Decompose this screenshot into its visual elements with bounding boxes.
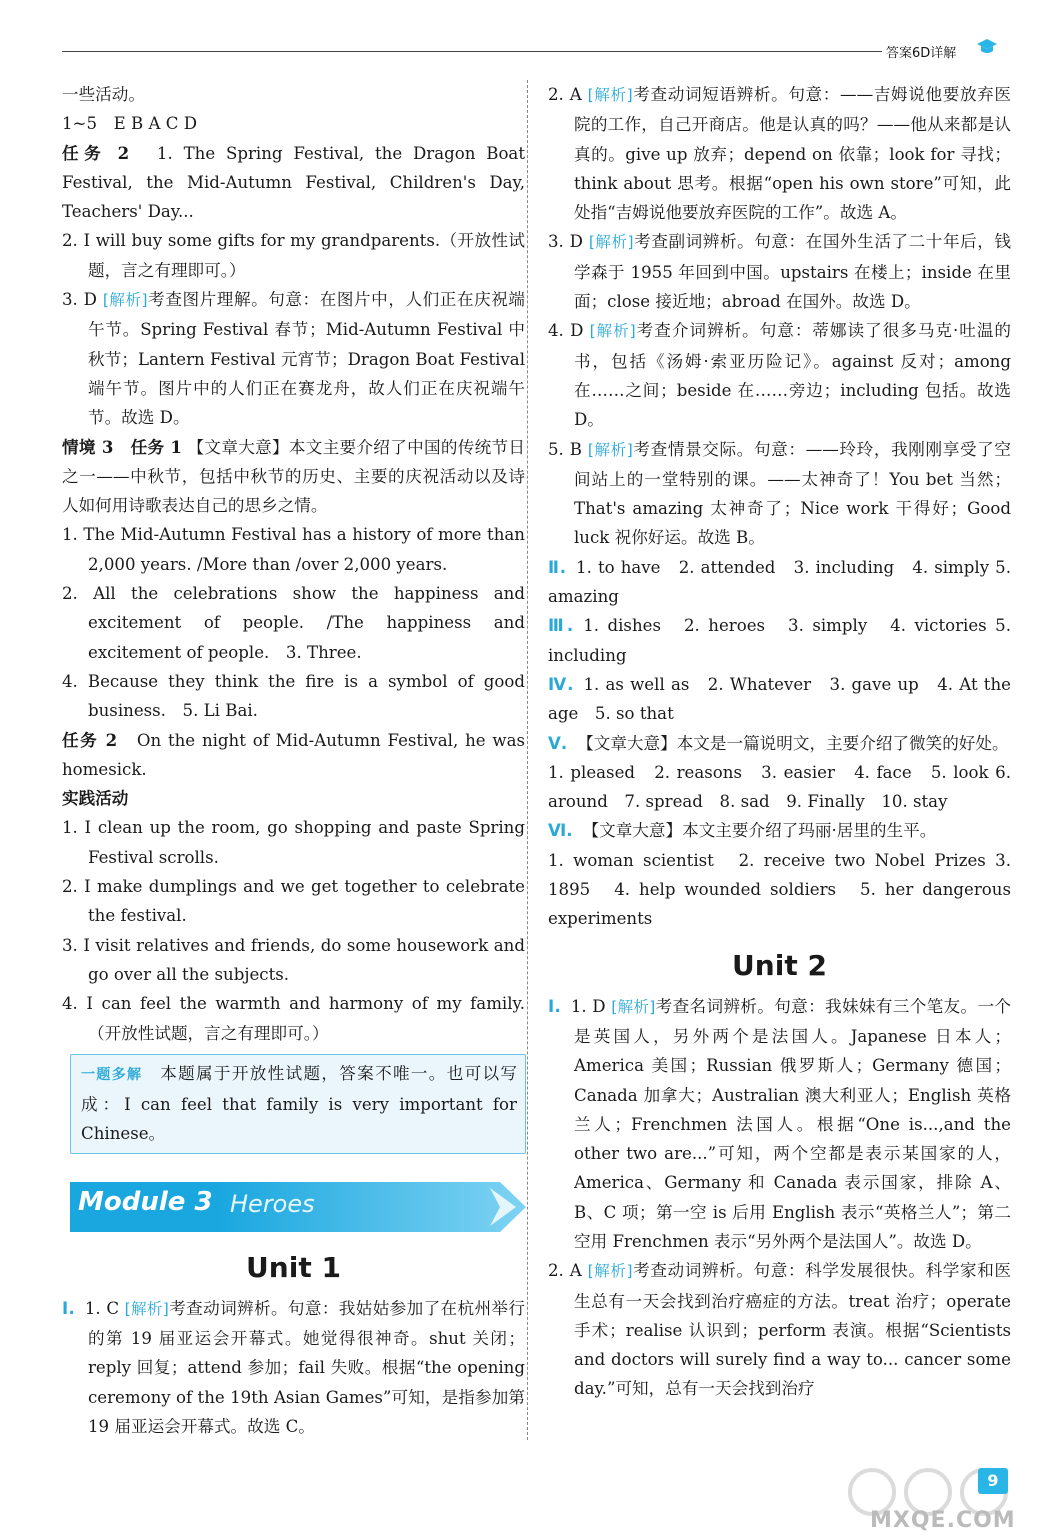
answer-item [548, 816, 1011, 845]
analysis-tag: [解析] [587, 86, 633, 104]
header-rule [62, 51, 882, 52]
note-text: 本题属于开放性试题，答案不唯一。也可以写成：I can feel that family is very important for Chinese。 [81, 1063, 518, 1144]
analysis-tag: [解析] [102, 291, 148, 310]
section-numeral: Ⅴ. [548, 733, 568, 753]
analysis-tag: [解析] [587, 1262, 633, 1281]
answer-line: 1~5 E B A C D [62, 114, 198, 134]
answer-key: 4. D [548, 321, 584, 341]
answer-key: 2. A [548, 85, 582, 104]
right-column [548, 80, 1011, 1404]
answer-key: 2. A [548, 1261, 582, 1281]
column-divider [527, 80, 528, 1440]
answer-item [62, 285, 525, 432]
watermark-url: MXQE.COM [870, 1508, 1016, 1533]
module-name: Heroes [230, 1189, 315, 1218]
answer-item: 1. woman scientist 2. receive two Nobel Prizes 3. 1895 4. help wounded soldiers 5. her dangerous experiments [548, 850, 1011, 929]
multi-solution-note [70, 1054, 526, 1154]
graduation-cap-icon [976, 38, 998, 56]
answer-item [548, 553, 1011, 612]
page-number: 9 [978, 1468, 1008, 1494]
task-answer [62, 726, 525, 785]
analysis-text: 考查介词辨析。句意：蒂娜读了很多马克·吐温的书，包括《汤姆·索亚历险记》。against 反对；among 在……之间；beside 在……旁边；including 包括。故选 D。 [574, 321, 1011, 430]
analysis-text: 考查动词辨析。句意：我姑姑参加了在杭州举行的第 19 届亚运会开幕式。她觉得很神奇。shut 关闭；reply 回复；attend 参加；fail 失败。根据“the opening ceremony of the 19th Asian Games”可知，是指参加第 19 届亚运会开幕式。故选 C。 [88, 1298, 525, 1436]
analysis-tag: [解析] [124, 1299, 169, 1318]
analysis-text: 考查名词辨析。句意：我妹妹有三个笔友。一个是英国人，另外两个是法国人。Japanese 日本人；America 美国；Russian 俄罗斯人；Germany 德国；Canada 加拿大；Australian 澳大利亚人；English 英格兰人；Frenchmen 法国人。根据“One is...,and the other two are...”可知，两个空都是表示某国家的人，America、Germany 和 Canada 表示国家，排除 A、B、C 项；第一空 is 后用 English 表示“英格兰人”；第二空用 Frenchmen 表示“另外两个是法国人”。故选 D。 [574, 996, 1011, 1251]
answer-item [548, 316, 1011, 434]
section-heading: 实践活动 [62, 788, 129, 809]
summary-text: 【文章大意】本文主要介绍了中国的传统节日之一——中秋节，包括中秋节的历史、主要的庆祝活动以及诗人如何用诗歌表达自己的思乡之情。 [62, 437, 525, 516]
answer-item [548, 670, 1011, 729]
unit-title: Unit 2 [732, 948, 827, 982]
answer-key: 1. D [570, 996, 606, 1016]
analysis-text: 考查动词辨析。句意：科学发展很快。科学家和医生总有一天会找到治疗癌症的方法。treat 治疗；operate 手术；realise 认识到；perform 表演。根据“Scientists and doctors will surely find a way to... cancer some day.”可知，总有一天会找到治疗 [574, 1261, 1011, 1399]
scenario-label: 情境 3 任务 1 [62, 436, 182, 457]
analysis-tag: [解析] [589, 322, 636, 341]
answer-item: 1. pleased 2. reasons 3. easier 4. face 5. look 6. around 7. spread 8. sad 9. Finally 10. stay [548, 762, 1011, 812]
module-label: Module 3 [78, 1186, 213, 1217]
answer-text: 1. dishes 2. heroes 3. simply 4. victories 5. including [548, 616, 1011, 665]
analysis-tag: [解析] [588, 233, 634, 252]
text-line: 一些活动。 [62, 85, 145, 104]
section-numeral: Ⅳ. [548, 674, 574, 694]
answer-key: 3. D [548, 232, 583, 252]
answer-item [548, 729, 1011, 758]
answer-item [548, 992, 1011, 1257]
answer-text: 1. The Spring Festival, the Dragon Boat Festival, the Mid-Autumn Festival, Children's Day, Teachers' Day... [62, 143, 525, 222]
answer-item: 1. The Mid-Autumn Festival has a history of more than 2,000 years. /More than /over 2,000 years. [62, 525, 525, 574]
analysis-text: 考查动词短语辨析。句意：——吉姆说他要放弃医院的工作，自己开商店。他是认真的吗？——他从来都是认真的。give up 放弃；depend on 依靠；look for 寻找；think about 思考。根据“open his own store”可知，此处指“吉姆说他要放弃医院的工作”。故选 A。 [574, 85, 1012, 223]
task-label: 任务 2 [62, 729, 118, 750]
note-text-block [81, 1059, 517, 1149]
answer-item [548, 80, 1011, 227]
answer-item: 4. Because they think the fire is a symbol of good business. 5. Li Bai. [62, 671, 525, 721]
answer-text: 1. to have 2. attended 3. including 4. simply 5. amazing [548, 557, 1011, 607]
answer-item: 2. I will buy some gifts for my grandparents.（开放性试题，言之有理即可。） [62, 231, 525, 280]
summary-text: 【文章大意】本文是一篇说明文，主要介绍了微笑的好处。 [577, 733, 1009, 753]
answer-item: 2. All the celebrations show the happiness and excitement of people. /The happiness and excitement of people. 3. Three. [62, 584, 525, 662]
answer-key: 3. D [62, 290, 97, 310]
section-numeral: Ⅲ. [548, 616, 574, 636]
section-numeral: Ⅰ. [548, 996, 561, 1016]
summary-text: 【文章大意】本文主要介绍了玛丽·居里的生平。 [582, 821, 937, 841]
answer-item [62, 1294, 525, 1441]
answer-item: 4. I can feel the warmth and harmony of my family.（开放性试题，言之有理即可。） [62, 994, 525, 1043]
header-label: 答案6D详解 [886, 46, 957, 61]
left-column [62, 80, 525, 1441]
section-numeral: Ⅰ. [62, 1298, 75, 1318]
analysis-text: 考查图片理解。句意：在图片中，人们正在庆祝端午节。Spring Festival 春节；Mid-Autumn Festival 中秋节；Lantern Festival 元宵节；Dragon Boat Festival 端午节。图片中的人们正在赛龙舟，故人们正在庆祝端午节。故选 D。 [88, 290, 525, 428]
section-numeral: Ⅱ. [548, 557, 567, 577]
module-banner [70, 1174, 526, 1236]
answer-text: On the night of Mid-Autumn Festival, he was homesick. [62, 730, 526, 779]
answer-key: 5. B [548, 439, 582, 459]
analysis-tag: [解析] [611, 997, 656, 1016]
scenario-task [62, 433, 525, 521]
note-title: 一题多解 [81, 1066, 143, 1083]
analysis-text: 考查情景交际。句意：——玲玲，我刚刚享受了空间站上的一堂特别的课。——太神奇了！You bet 当然；That's amazing 太神奇了；Nice work 干得好；Good luck 祝你好运。故选 B。 [574, 439, 1011, 548]
answer-item [548, 1256, 1011, 1403]
task-label: 任务 2 [62, 142, 130, 163]
answer-item [548, 227, 1011, 316]
answer-key: 1. C [84, 1298, 120, 1318]
answer-text: 1. as well as 2. Whatever 3. gave up 4. At the age 5. so that [548, 674, 1011, 724]
task-answer [62, 139, 525, 227]
unit-title: Unit 1 [246, 1250, 341, 1284]
answer-item: 1. I clean up the room, go shopping and paste Spring Festival scrolls. [62, 818, 525, 867]
answer-item: 3. I visit relatives and friends, do some housework and go over all the subjects. [62, 935, 525, 984]
analysis-text: 考查副词辨析。句意：在国外生活了二十年后，钱学森于 1955 年回到中国。upstairs 在楼上；inside 在里面；close 接近地；abroad 在国外。故选 D。 [574, 232, 1011, 312]
answer-item [548, 611, 1011, 670]
answer-item: 2. I make dumplings and we get together to celebrate the festival. [62, 877, 525, 926]
section-numeral: Ⅵ. [548, 821, 573, 841]
analysis-tag: [解析] [587, 440, 633, 459]
answer-item [548, 435, 1011, 553]
